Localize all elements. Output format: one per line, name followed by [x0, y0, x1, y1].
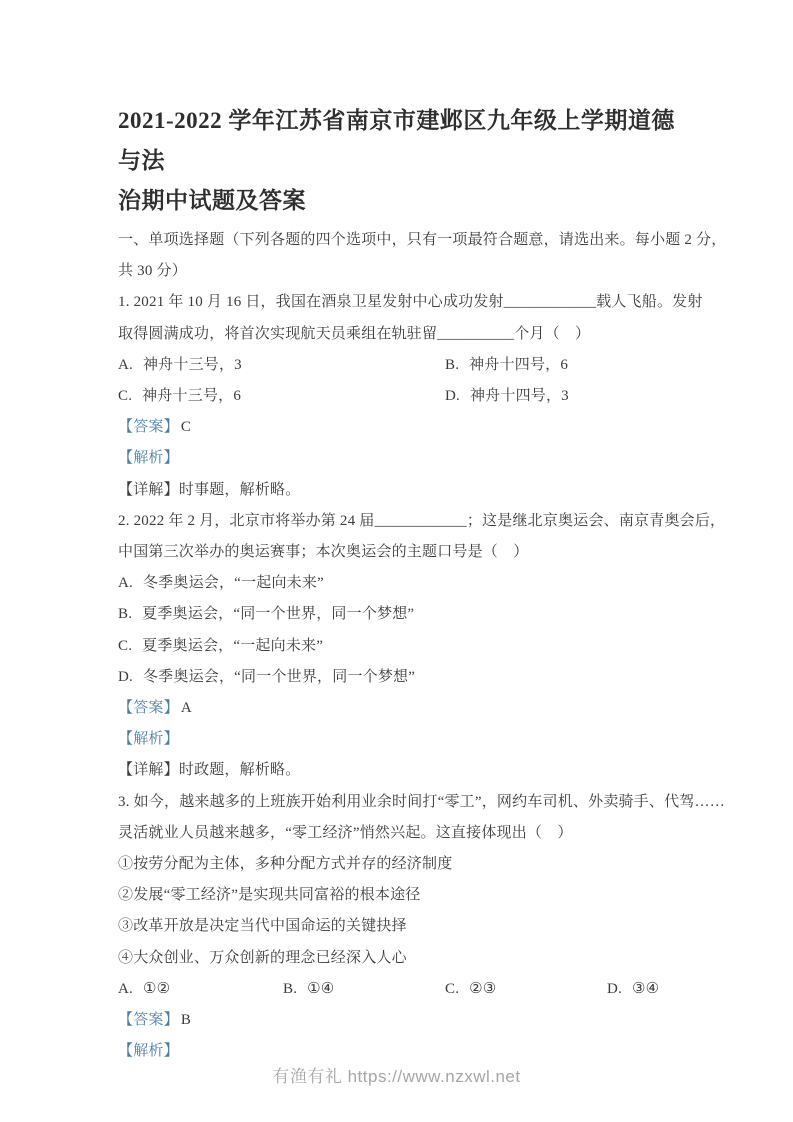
- option-text: 冬季奥运会，“同一个世界，同一个梦想”: [142, 668, 416, 685]
- answer-value: C: [180, 419, 192, 436]
- analysis-row: [118, 724, 680, 755]
- page-title-line2: 治期中试题及答案: [118, 188, 306, 213]
- option-text: ①④: [307, 980, 335, 997]
- option-text: 神舟十三号，3: [142, 356, 242, 373]
- option-text: ①②: [142, 980, 171, 997]
- option-c: [118, 631, 680, 662]
- detail-label: 【详解】: [118, 481, 179, 498]
- option-c: [118, 381, 445, 412]
- question-1-text-line1: 1. 2021 年 10 月 16 日，我国在酒泉卫星发射中心成功发射____________载人飞船。发射: [118, 294, 703, 311]
- statement-3: ③改革开放是决定当代中国命运的关键抉择: [118, 918, 407, 935]
- question-1-options: [118, 350, 680, 412]
- statement-2: ②发展“零工经济”是实现共同富裕的根本途径: [118, 887, 421, 904]
- option-d: [445, 381, 680, 412]
- option-letter: B.: [283, 980, 298, 997]
- answer-label: 【答案】: [118, 1012, 179, 1029]
- analysis-label: 【解析】: [118, 1043, 179, 1060]
- detail-label: 【详解】: [118, 762, 179, 779]
- option-text: ③④: [631, 980, 660, 997]
- answer-label: 【答案】: [118, 700, 179, 717]
- option-letter: A.: [118, 575, 133, 592]
- footer-watermark: 有渔有礼 https://www.nzxwl.net: [272, 1067, 521, 1086]
- answer-row: [118, 412, 680, 443]
- option-letter: C.: [118, 388, 133, 405]
- section-header-line2: 共 30 分）: [118, 263, 187, 280]
- option-d: [118, 662, 680, 693]
- page-title: [118, 101, 680, 221]
- option-a: [118, 568, 680, 599]
- page-title-line1: 2021-2022 学年江苏省南京市建邺区九年级上学期道德与法: [118, 108, 675, 173]
- question-3-text-line1: 3. 如今，越来越多的上班族开始利用业余时间打“零工”，网约车司机、外卖骑手、代驾……: [118, 793, 725, 810]
- answer-row: [118, 693, 680, 724]
- section-header-line1: 一、单项选择题（下列各题的四个选项中，只有一项最符合题意，请选出来。每小题 2 分，: [118, 232, 727, 248]
- option-text: 神舟十三号，6: [142, 388, 242, 405]
- option-a: [118, 350, 445, 381]
- option-d: [607, 974, 680, 1005]
- answer-value: B: [180, 1012, 192, 1029]
- document-content: [118, 101, 727, 1067]
- option-text: 夏季奥运会，“一起向未来”: [142, 637, 324, 654]
- option-letter: D.: [607, 980, 622, 997]
- question-3-text-line2: 灵活就业人员越来越多，“零工经济”悄然兴起。这直接体现出（ ）: [118, 824, 573, 841]
- option-letter: C.: [445, 980, 460, 997]
- detail-row: [118, 755, 680, 786]
- option-letter: A.: [118, 356, 133, 373]
- question-1-text-line2: 取得圆满成功，将首次实现航天员乘组在轨驻留__________个月（ ）: [118, 325, 591, 342]
- answer-value: A: [180, 700, 192, 717]
- statement-4: ④大众创业、万众创新的理念已经深入人心: [118, 949, 407, 966]
- answer-label: 【答案】: [118, 419, 179, 436]
- option-letter: D.: [445, 388, 460, 405]
- analysis-row: [118, 443, 680, 474]
- option-letter: B.: [445, 356, 460, 373]
- option-text: 神舟十四号，3: [469, 388, 569, 405]
- option-letter: A.: [118, 980, 133, 997]
- answer-row: [118, 1005, 680, 1036]
- detail-row: [118, 475, 680, 506]
- analysis-label: 【解析】: [118, 450, 179, 467]
- option-text: 夏季奥运会，“同一个世界，同一个梦想”: [142, 606, 415, 623]
- option-letter: D.: [118, 668, 133, 685]
- detail-text: 时事题，解析略。: [178, 481, 301, 498]
- question-3-options: [118, 974, 680, 1005]
- option-c: [445, 974, 607, 1005]
- option-text: 神舟十四号，6: [469, 356, 569, 373]
- question-2-text-line2: 中国第三次举办的奥运赛事；本次奥运会的主题口号是（ ）: [118, 544, 529, 561]
- question-2-text-line1: 2. 2022 年 2 月，北京市将举办第 24 届____________；这是继北京奥运会、南京青奥会后，: [118, 512, 726, 529]
- option-text: 冬季奥运会，“一起向未来”: [142, 575, 324, 592]
- option-b: [118, 599, 680, 630]
- statement-1: ①按劳分配为主体，多种分配方式并存的经济制度: [118, 856, 453, 873]
- detail-text: 时政题，解析略。: [178, 762, 301, 779]
- option-b: [283, 974, 445, 1005]
- option-text: ②③: [469, 980, 497, 997]
- option-letter: C.: [118, 637, 133, 654]
- analysis-label: 【解析】: [118, 731, 179, 748]
- option-letter: B.: [118, 606, 133, 623]
- option-b: [445, 350, 680, 381]
- option-a: [118, 974, 283, 1005]
